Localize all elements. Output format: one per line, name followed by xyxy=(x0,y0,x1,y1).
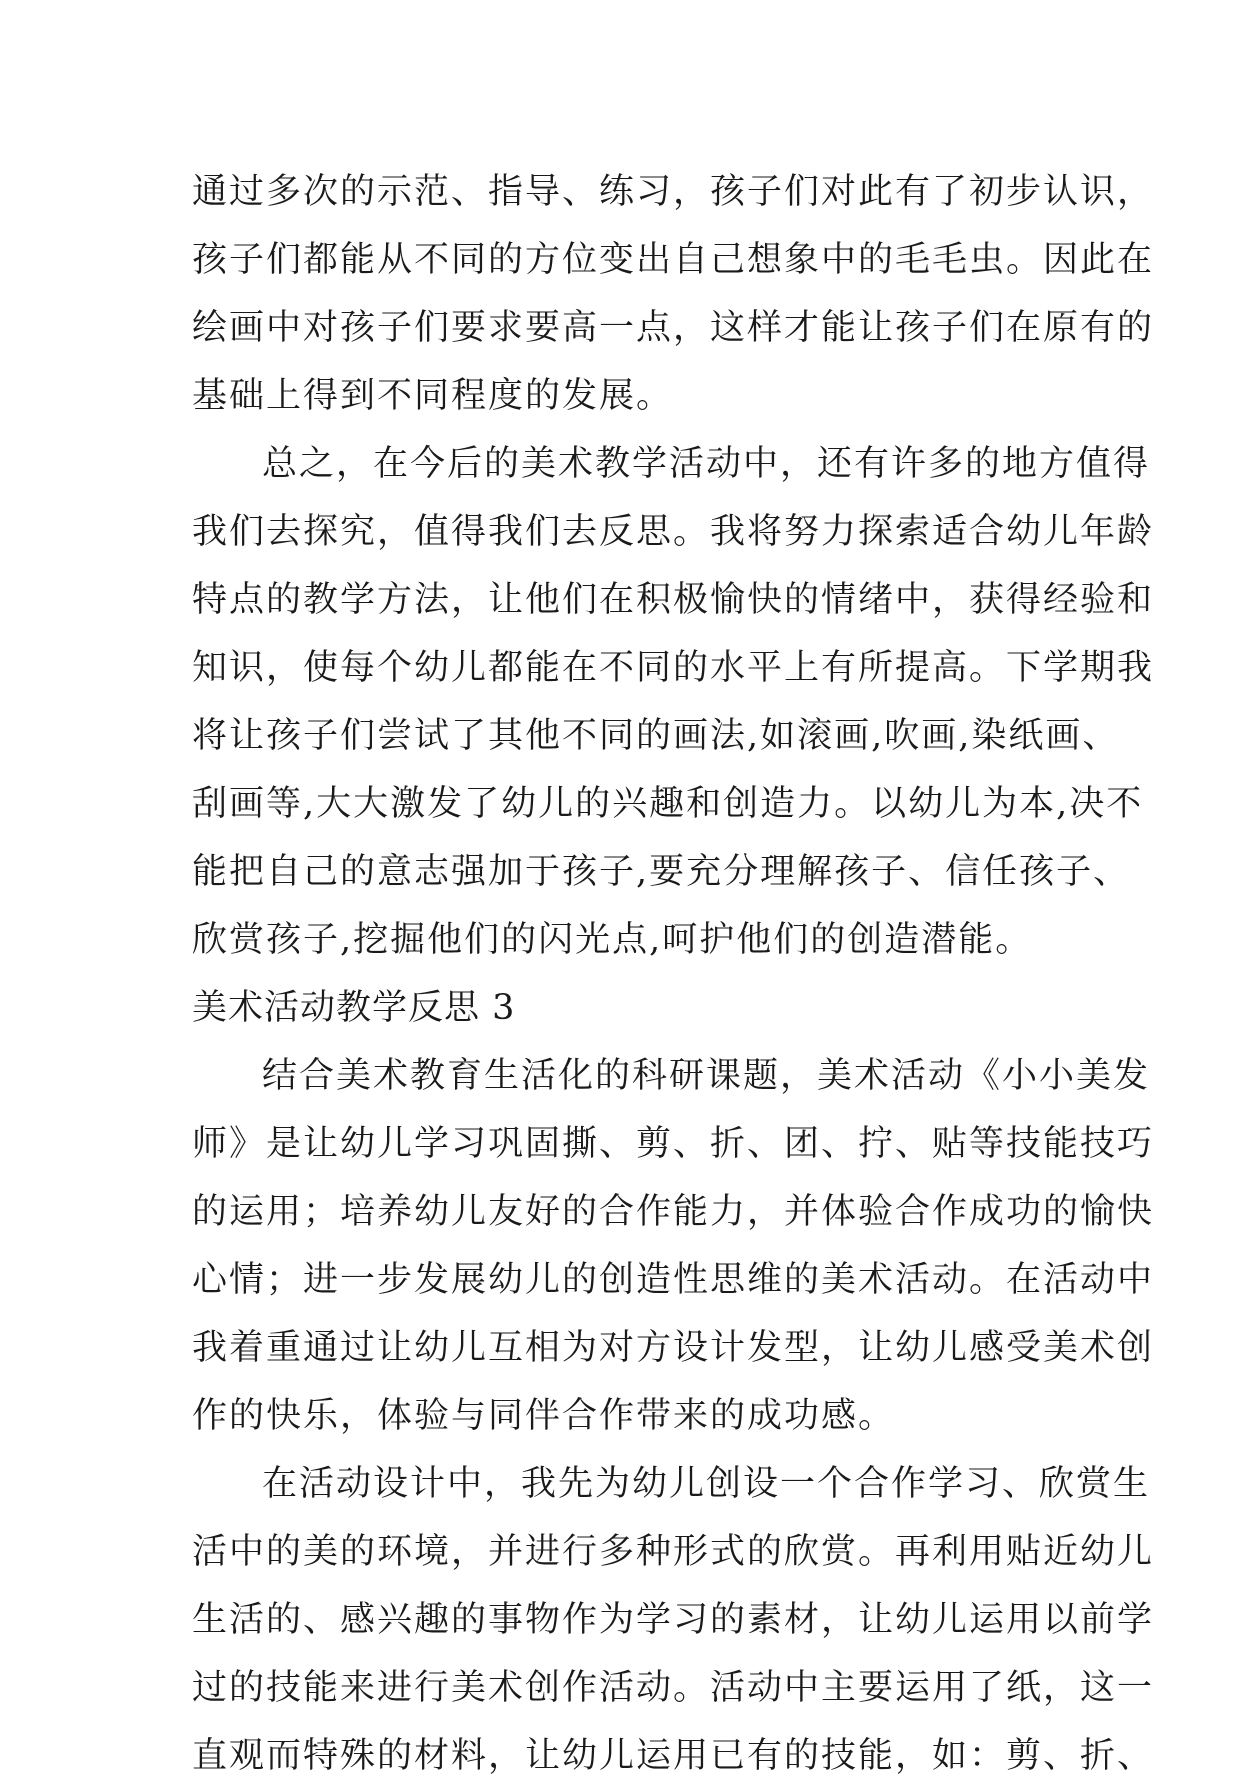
body-line: 的运用；培养幼儿友好的合作能力，并体验合作成功的愉快 xyxy=(192,1192,1155,1232)
body-line: 能把自己的意志强加于孩子,要充分理解孩子、信任孩子、 xyxy=(192,852,1131,892)
body-line: 我们去探究，值得我们去反思。我将努力探索适合幼儿年龄 xyxy=(192,512,1155,552)
body-line: 活中的美的环境，并进行多种形式的欣赏。再利用贴近幼儿 xyxy=(192,1532,1155,1572)
body-line: 生活的、感兴趣的事物作为学习的素材，让幼儿运用以前学 xyxy=(192,1600,1155,1640)
body-line: 师》是让幼儿学习巩固撕、剪、折、团、拧、贴等技能技巧 xyxy=(192,1124,1155,1164)
paragraph-first-line: 总之，在今后的美术教学活动中，还有许多的地方值得 xyxy=(262,444,1151,484)
body-line: 特点的教学方法，让他们在积极愉快的情绪中，获得经验和 xyxy=(192,580,1155,620)
body-line: 作的快乐，体验与同伴合作带来的成功感。 xyxy=(192,1396,896,1436)
document-body xyxy=(192,158,1155,1790)
body-line: 将让孩子们尝试了其他不同的画法,如滚画,吹画,染纸画、 xyxy=(192,716,1120,756)
body-line: 直观而特殊的材料，让幼儿运用已有的技能，如：剪、折、 xyxy=(192,1736,1155,1776)
body-line: 知识，使每个幼儿都能在不同的水平上有所提高。下学期我 xyxy=(192,648,1155,688)
body-line: 过的技能来进行美术创作活动。活动中主要运用了纸，这一 xyxy=(192,1668,1155,1708)
paragraph-first-line: 结合美术教育生活化的科研课题，美术活动《小小美发 xyxy=(262,1056,1151,1096)
body-line: 心情；进一步发展幼儿的创造性思维的美术活动。在活动中 xyxy=(192,1260,1155,1300)
body-line: 刮画等,大大激发了幼儿的兴趣和创造力。以幼儿为本,决不 xyxy=(192,784,1144,824)
paragraph-first-line: 在活动设计中，我先为幼儿创设一个合作学习、欣赏生 xyxy=(262,1464,1151,1504)
body-line: 孩子们都能从不同的方位变出自己想象中的毛毛虫。因此在 xyxy=(192,240,1155,280)
body-line: 通过多次的示范、指导、练习，孩子们对此有了初步认识， xyxy=(192,172,1155,212)
body-line: 基础上得到不同程度的发展。 xyxy=(192,376,674,416)
body-line: 绘画中对孩子们要求要高一点，这样才能让孩子们在原有的 xyxy=(192,308,1155,348)
body-line: 我着重通过让幼儿互相为对方设计发型，让幼儿感受美术创 xyxy=(192,1328,1155,1368)
body-line: 欣赏孩子,挖掘他们的闪光点,呵护他们的创造潜能。 xyxy=(192,920,1033,960)
section-heading: 美术活动教学反思 3 xyxy=(192,988,516,1028)
